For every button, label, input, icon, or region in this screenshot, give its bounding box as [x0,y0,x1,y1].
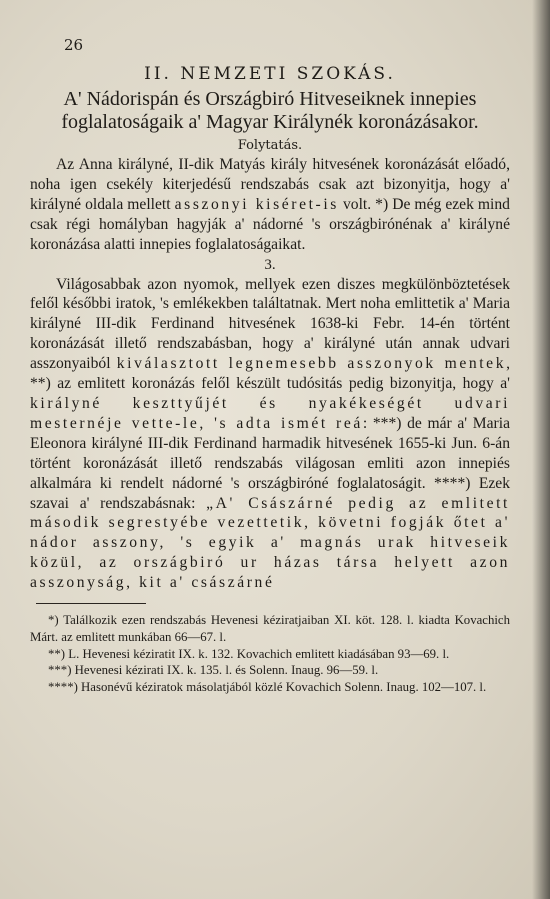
emphasis-spaced: királyné keszttyűjét és nyakékeségét udvari mesternéje vette-le, 's adta ismét reá [30,394,510,432]
footnotes [30,612,510,696]
emphasis-spaced: asszonyi kiséret-is [174,195,339,213]
footnote: ****) Hasonévű kéziratok másolatjából közlé Kovachich Solenn. Inaug. 102—107. l. [48,680,487,695]
footnote-divider [36,603,146,604]
paragraph-1: Az Anna királyné, II-dik Matyás király hitvesének koronázását előadó, noha igen csekély kiterjedésű rendszabás csak azt bizonyitja, hogy a' királyné oldala mellett asszonyi kiséret-is volt. *) De még ezek mind csak régi homályban hagyják a' nádorné 's országbirónénak a' királyné koronázása alatti innepies foglalatoságaikat. [30,156,510,253]
section-number: 3. [264,256,276,273]
body-text [30,155,510,593]
binding-shadow [532,0,550,899]
page-content [30,36,510,696]
paragraph-2: Világosabbak azon nyomok, mellyek ezen diszes megkülönböztetések felől későbbi iratok, 's emlékekben találtatnak. Mert noha emlittetik a' Maria királyné III-dik Ferdinand hitvesének 1638-ki Febr. 14-én történt koronázását illető rendszabásban, hogy a' királyné után annak udvari asszonyaiból kiválasztott legnemesebb asszonyok mentek, **) az emlitett koronázás felől készült tudósitás pedig bizonyitja, hogy a' királyné keszttyűjét és nyakékeségét udvari mesternéje vette-le, 's adta ismét reá: ***) de már a' Maria Eleonora királyné III-dik Ferdinand harmadik hitvesének 1655-ki Jun. 6-án történt koronázását illető rendszabás világosan emliti azon innepiés alkalmára ki rendelt nádorné 's országbiróné foglalatoságit. ****) Ezek szavai a' rendszabásnak: „A' Császárné pedig az emlitett második segrestyébe vezettetik, követni fogják őtet a' nádor asszony, 's egyik a' magnás urak hitveseik közül, az országbiró ur házas társa helyett azon asszonyság, kit a' császárné [30,275,510,592]
section-heading: II. NEMZETI SZOKÁS. [144,64,396,84]
article-title: A' Nádorispán és Országbiró Hitveseiknek innepies foglalatoságaik a' Magyar Királynék koronázásakor. [61,88,479,133]
footnote: ***) Hevenesi kézirati IX. k. 135. l. és Solenn. Inaug. 96—59. l. [48,663,379,678]
emphasis-spaced: „A' Császárné pedig az emlitett második segrestyébe vezettetik, követni fogják őtet a' nádor asszony, 's egyik a' magnás urak hitveseik közül, az országbiró ur házas társa helyett azon asszonyság, kit a' császárné [30,494,510,592]
page-number: 26 [64,36,84,54]
emphasis-spaced: kiválasztott legnemesebb asszonyok mentek [116,355,507,373]
subtitle: Folytatás. [237,138,303,153]
footnote: **) L. Hevenesi kéziratit IX. k. 132. Kovachich emlitett kiadásában 93—69. l. [48,646,450,661]
footnote: *) Találkozik ezen rendszabás Hevenesi kéziratjaiban XI. köt. 128. l. kiadta Kovachich Márt. az emlitett munkában 66—67. l. [30,613,510,644]
